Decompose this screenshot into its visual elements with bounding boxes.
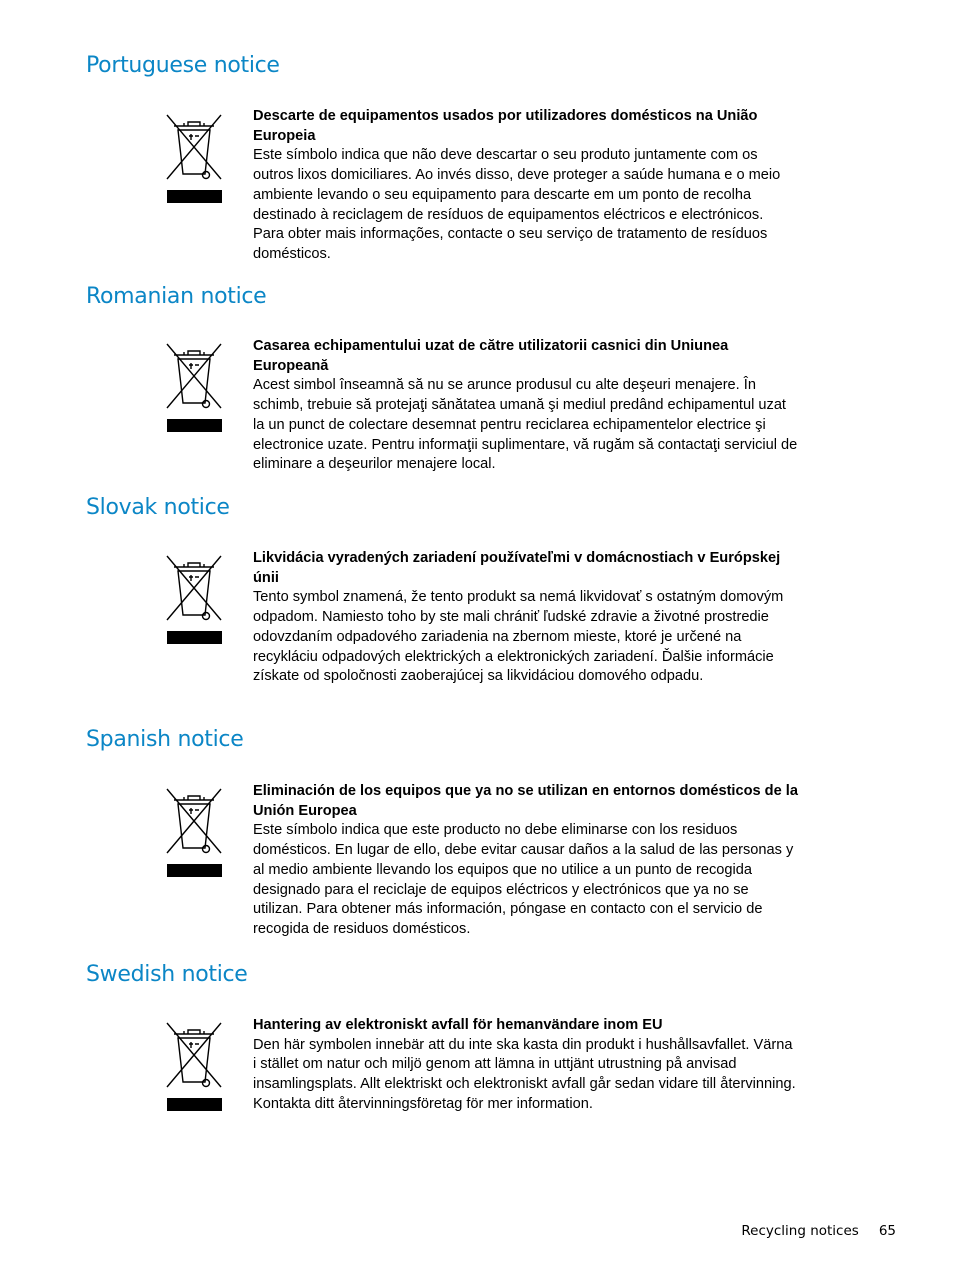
weee-symbol [164, 1020, 224, 1112]
notice-title: Eliminación de los equipos que ya no se utilizan en entornos domésticos de la Unión Europea [253, 783, 798, 819]
crossed-out-bin-icon [164, 786, 224, 856]
black-bar [167, 190, 222, 203]
notice-body: Tento symbol znamená, že tento produkt sa nemá likvidovať s ostatným domovým odpadom. Namiesto toho by ste mali chrániť ľudské zdravie a životné prostredie odovzdaním odpadového zariadenia na zbernom mieste, ktoré je určené na recykláciu odpadových elektrických a elektronických zariadení. Ďalšie informácie získate od spoločnosti zaoberajúcej sa likvidáciou domového odpadu. [253, 589, 784, 685]
crossed-out-bin-icon [164, 553, 224, 623]
notice-body: Den här symbolen innebär att du inte ska kasta din produkt i hushållsavfallet. Värna i stället om natur och miljö genom att lämna in uttjänt utrustning på anvisad insamlingsplats. Allt elektriskt och elektroniskt avfall går sedan vidare till återvinning. Kontakta ditt återvinningsföretag för mer information. [253, 1036, 796, 1112]
weee-symbol [164, 341, 224, 433]
black-bar [167, 631, 222, 644]
swedish-notice-heading: Swedish notice [86, 962, 248, 987]
weee-symbol [164, 786, 224, 878]
crossed-out-bin-icon [164, 341, 224, 411]
slovak-notice-heading: Slovak notice [86, 495, 230, 520]
black-bar [167, 1098, 222, 1111]
notice-body: Acest simbol înseamnă să nu se arunce produsul cu alte deşeuri menajere. În schimb, trebuie să protejaţi sănătatea umană şi mediul predând echipamentul uzat la un punct de colectare desemnat pentru reciclarea echipamentelor electrice şi electronice uzate. Pentru informaţii suplimentare, vă rugăm să contactaţi serviciul de eliminare a deşeurilor menajere local. [253, 377, 798, 473]
spanish-notice-text [253, 782, 798, 940]
notice-body: Este símbolo indica que não deve descartar o seu produto juntamente com os outros lixos domiciliares. Ao invés disso, deve proteger a saúde humana e o meio ambiente levando o seu equipamento para descarte em um ponto de recolha destinado à reciclagem de resíduos de equipamentos eléctricos e electrónicos. Para obter mais informações, contacte o seu serviço de tratamento de resíduos domésticos. [253, 147, 781, 262]
slovak-notice-text [253, 549, 798, 687]
notice-title: Descarte de equipamentos usados por utilizadores domésticos na União Europeia [253, 108, 758, 144]
notice-body: Este símbolo indica que este producto no debe eliminarse con los residuos domésticos. En lugar de ello, debe evitar causar daños a la salud de las personas y al medio ambiente llevando los equipos que no utilice a un punto de recogida designado para el reciclaje de equipos eléctricos y electrónicos que ya no se utilizan. Para obtener más información, póngase en contacto con el servicio de recogida de residuos domésticos. [253, 822, 794, 937]
black-bar [167, 864, 222, 877]
footer-section-title: Recycling notices [741, 1223, 859, 1239]
notice-title: Hantering av elektroniskt avfall för hemanvändare inom EU [253, 1017, 663, 1033]
romanian-notice-heading: Romanian notice [86, 284, 267, 309]
crossed-out-bin-icon [164, 1020, 224, 1090]
notice-title: Likvidácia vyradených zariadení používateľmi v domácnostiach v Európskej únii [253, 550, 781, 586]
notice-title: Casarea echipamentului uzat de către utilizatorii casnici din Uniunea Europeană [253, 338, 729, 374]
spanish-notice-heading: Spanish notice [86, 727, 244, 752]
portuguese-notice-text [253, 107, 798, 265]
weee-symbol [164, 112, 224, 204]
crossed-out-bin-icon [164, 112, 224, 182]
black-bar [167, 419, 222, 432]
page-number: 65 [878, 1223, 896, 1239]
swedish-notice-text [253, 1016, 798, 1115]
romanian-notice-text [253, 337, 798, 475]
weee-symbol [164, 553, 224, 645]
page-footer [741, 1223, 896, 1239]
portuguese-notice-heading: Portuguese notice [86, 53, 280, 78]
